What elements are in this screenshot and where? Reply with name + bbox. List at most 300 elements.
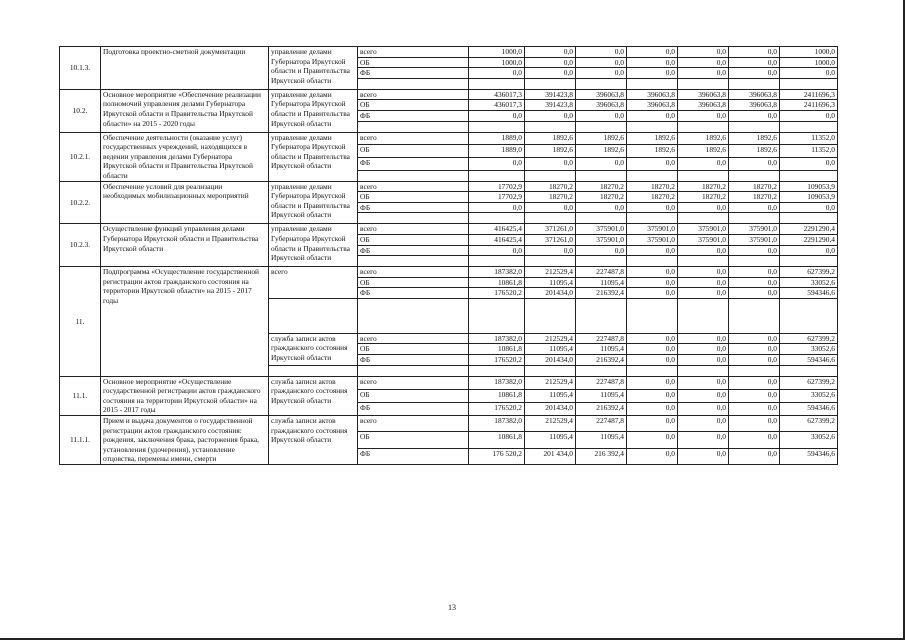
amount-cell: 187382,0 bbox=[469, 416, 525, 432]
amount-cell: 375901,0 bbox=[729, 234, 780, 245]
amount-cell: 0,0 bbox=[627, 333, 678, 344]
empty-cell bbox=[729, 298, 780, 333]
amount-cell: 11095,4 bbox=[525, 432, 576, 448]
amount-cell: 0,0 bbox=[729, 389, 780, 402]
funding-source: ОБ bbox=[358, 145, 469, 158]
amount-cell: 212529,4 bbox=[525, 267, 576, 278]
amount-cell: 17702,9 bbox=[469, 192, 525, 203]
amount-cell: 227487,8 bbox=[576, 376, 627, 389]
amount-cell: 18270,2 bbox=[525, 181, 576, 192]
funding-source: ФБ bbox=[358, 68, 469, 79]
amount-cell: 0,0 bbox=[678, 267, 729, 278]
amount-cell: 18270,2 bbox=[525, 192, 576, 203]
amount-cell: 391423,8 bbox=[525, 89, 576, 100]
amount-cell: 0,0 bbox=[678, 333, 729, 344]
amount-cell: 396063,8 bbox=[627, 100, 678, 111]
amount-cell: 0,0 bbox=[729, 344, 780, 355]
funding-source: ОБ bbox=[358, 57, 469, 68]
amount-cell: 0,0 bbox=[469, 202, 525, 213]
empty-cell bbox=[358, 365, 469, 376]
empty-cell bbox=[729, 256, 780, 267]
empty-cell bbox=[627, 298, 678, 333]
amount-cell: 0,0 bbox=[627, 344, 678, 355]
amount-cell: 0,0 bbox=[678, 376, 729, 389]
empty-cell bbox=[525, 256, 576, 267]
amount-cell: 375901,0 bbox=[627, 224, 678, 235]
amount-cell: 2291290,4 bbox=[780, 234, 838, 245]
amount-cell: 0,0 bbox=[627, 376, 678, 389]
amount-cell: 11095,4 bbox=[576, 277, 627, 288]
empty-cell bbox=[576, 213, 627, 224]
funding-source: ФБ bbox=[358, 402, 469, 415]
table-row bbox=[60, 416, 838, 432]
amount-cell: 0,0 bbox=[627, 448, 678, 464]
amount-cell: 187382,0 bbox=[469, 376, 525, 389]
funding-source: ОБ bbox=[358, 277, 469, 288]
item-code: 10.2. bbox=[60, 89, 101, 132]
amount-cell: 416425,4 bbox=[469, 234, 525, 245]
amount-cell: 187382,0 bbox=[469, 333, 525, 344]
amount-cell: 1892,6 bbox=[729, 145, 780, 158]
empty-cell bbox=[729, 78, 780, 89]
funding-source: всего bbox=[358, 416, 469, 432]
amount-cell: 212529,4 bbox=[525, 416, 576, 432]
table-row bbox=[60, 47, 838, 58]
executor: служба записи актов гражданского состояния Иркутской области bbox=[269, 333, 358, 365]
amount-cell: 396063,8 bbox=[576, 100, 627, 111]
amount-cell: 0,0 bbox=[729, 277, 780, 288]
item-name: Подпрограмма «Осуществление государственной регистрации актов гражданского состояния на территории Иркутской области» на 2015 - 2017 годы bbox=[101, 267, 269, 377]
amount-cell: 594346,6 bbox=[780, 355, 838, 366]
executor: управление делами Губернатора Иркутской области и Правительства Иркутской области bbox=[269, 89, 358, 132]
funding-source: всего bbox=[358, 224, 469, 235]
empty-cell bbox=[469, 121, 525, 132]
empty-cell bbox=[780, 170, 838, 181]
item-code: 10.2.3. bbox=[60, 224, 101, 267]
empty-cell bbox=[525, 298, 576, 333]
amount-cell: 0,0 bbox=[678, 277, 729, 288]
amount-cell: 594346,6 bbox=[780, 288, 838, 299]
amount-cell: 627399,2 bbox=[780, 333, 838, 344]
item-code: 10.2.2. bbox=[60, 181, 101, 224]
empty-cell bbox=[358, 256, 469, 267]
amount-cell: 18270,2 bbox=[678, 181, 729, 192]
amount-cell: 0,0 bbox=[729, 157, 780, 170]
amount-cell: 396063,8 bbox=[576, 89, 627, 100]
executor: управление делами Губернатора Иркутской области и Правительства Иркутской области bbox=[269, 47, 358, 90]
empty-cell bbox=[729, 365, 780, 376]
amount-cell: 627399,2 bbox=[780, 376, 838, 389]
funding-source: всего bbox=[358, 89, 469, 100]
amount-cell: 1000,0 bbox=[780, 47, 838, 58]
amount-cell: 33052,6 bbox=[780, 344, 838, 355]
amount-cell: 436017,3 bbox=[469, 100, 525, 111]
funding-source: ОБ bbox=[358, 432, 469, 448]
amount-cell: 0,0 bbox=[678, 57, 729, 68]
empty-cell bbox=[780, 213, 838, 224]
amount-cell: 0,0 bbox=[678, 416, 729, 432]
empty-cell bbox=[469, 298, 525, 333]
amount-cell: 0,0 bbox=[469, 68, 525, 79]
amount-cell: 0,0 bbox=[627, 202, 678, 213]
amount-cell: 0,0 bbox=[627, 57, 678, 68]
amount-cell: 436017,3 bbox=[469, 89, 525, 100]
amount-cell: 0,0 bbox=[627, 432, 678, 448]
amount-cell: 216392,4 bbox=[576, 288, 627, 299]
funding-source: ОБ bbox=[358, 100, 469, 111]
amount-cell: 0,0 bbox=[525, 68, 576, 79]
amount-cell: 216392,4 bbox=[576, 355, 627, 366]
table-row bbox=[60, 224, 838, 235]
item-name: Прием и выдача документов о государственной регистрации актов гражданского состояния: рождения, заключения брака, расторжения брака, установления (удочерения), установление отцовства, перемены имени, смерти bbox=[101, 416, 269, 465]
amount-cell: 11095,4 bbox=[525, 277, 576, 288]
amount-cell: 1892,6 bbox=[678, 145, 729, 158]
amount-cell: 11095,4 bbox=[525, 389, 576, 402]
amount-cell: 0,0 bbox=[627, 389, 678, 402]
item-code: 10.1.3. bbox=[60, 47, 101, 90]
amount-cell: 109053,9 bbox=[780, 181, 838, 192]
amount-cell: 0,0 bbox=[576, 202, 627, 213]
executor: всего bbox=[269, 267, 358, 299]
amount-cell: 2411696,3 bbox=[780, 100, 838, 111]
funding-source: всего bbox=[358, 47, 469, 58]
amount-cell: 176520,2 bbox=[469, 402, 525, 415]
empty-cell bbox=[627, 365, 678, 376]
empty-cell bbox=[469, 170, 525, 181]
empty-cell bbox=[627, 78, 678, 89]
amount-cell: 18270,2 bbox=[729, 192, 780, 203]
empty-cell bbox=[269, 298, 358, 333]
amount-cell: 0,0 bbox=[576, 57, 627, 68]
page-number: 13 bbox=[448, 603, 456, 612]
amount-cell: 0,0 bbox=[729, 68, 780, 79]
amount-cell: 594346,6 bbox=[780, 448, 838, 464]
amount-cell: 0,0 bbox=[729, 202, 780, 213]
amount-cell: 1892,6 bbox=[525, 145, 576, 158]
empty-cell bbox=[576, 256, 627, 267]
amount-cell: 0,0 bbox=[729, 57, 780, 68]
empty-cell bbox=[469, 78, 525, 89]
amount-cell: 0,0 bbox=[627, 47, 678, 58]
amount-cell: 216 392,4 bbox=[576, 448, 627, 464]
empty-cell bbox=[358, 213, 469, 224]
amount-cell: 0,0 bbox=[576, 245, 627, 256]
amount-cell: 1892,6 bbox=[576, 145, 627, 158]
amount-cell: 0,0 bbox=[627, 68, 678, 79]
empty-cell bbox=[525, 365, 576, 376]
amount-cell: 396063,8 bbox=[678, 89, 729, 100]
executor: служба записи актов гражданского состояния Иркутской области bbox=[269, 416, 358, 465]
amount-cell: 375901,0 bbox=[678, 234, 729, 245]
empty-cell bbox=[576, 170, 627, 181]
amount-cell: 375901,0 bbox=[576, 224, 627, 235]
item-code: 11. bbox=[60, 267, 101, 377]
funding-source: ФБ bbox=[358, 110, 469, 121]
amount-cell: 375901,0 bbox=[729, 224, 780, 235]
amount-cell: 375901,0 bbox=[576, 234, 627, 245]
amount-cell: 201434,0 bbox=[525, 402, 576, 415]
empty-cell bbox=[729, 170, 780, 181]
amount-cell: 0,0 bbox=[729, 355, 780, 366]
amount-cell: 1000,0 bbox=[469, 57, 525, 68]
amount-cell: 18270,2 bbox=[576, 192, 627, 203]
amount-cell: 10861,8 bbox=[469, 277, 525, 288]
amount-cell: 0,0 bbox=[729, 267, 780, 278]
amount-cell: 0,0 bbox=[678, 245, 729, 256]
table-row bbox=[60, 132, 838, 145]
amount-cell: 33052,6 bbox=[780, 432, 838, 448]
empty-cell bbox=[269, 365, 358, 376]
empty-cell bbox=[576, 121, 627, 132]
amount-cell: 0,0 bbox=[525, 202, 576, 213]
amount-cell: 18270,2 bbox=[729, 181, 780, 192]
funding-source: ФБ bbox=[358, 448, 469, 464]
funding-source: ФБ bbox=[358, 202, 469, 213]
empty-cell bbox=[576, 365, 627, 376]
executor: управление делами Губернатора Иркутской области и Правительства Иркутской области bbox=[269, 224, 358, 267]
amount-cell: 18270,2 bbox=[678, 192, 729, 203]
funding-source: ОБ bbox=[358, 192, 469, 203]
amount-cell: 0,0 bbox=[678, 157, 729, 170]
amount-cell: 0,0 bbox=[729, 245, 780, 256]
item-name: Обеспечение условий для реализации необходимых мобилизационных мероприятий bbox=[101, 181, 269, 224]
empty-cell bbox=[729, 213, 780, 224]
amount-cell: 0,0 bbox=[627, 288, 678, 299]
table-row bbox=[60, 376, 838, 389]
amount-cell: 0,0 bbox=[469, 245, 525, 256]
amount-cell: 0,0 bbox=[678, 448, 729, 464]
amount-cell: 371261,0 bbox=[525, 224, 576, 235]
amount-cell: 0,0 bbox=[678, 288, 729, 299]
amount-cell: 1892,6 bbox=[627, 132, 678, 145]
amount-cell: 1892,6 bbox=[627, 145, 678, 158]
amount-cell: 0,0 bbox=[729, 47, 780, 58]
amount-cell: 0,0 bbox=[678, 110, 729, 121]
item-name: Осуществление функций управления делами Губернатора Иркутской области и Правительства Иркутской области bbox=[101, 224, 269, 267]
amount-cell: 0,0 bbox=[678, 389, 729, 402]
funding-source: всего bbox=[358, 132, 469, 145]
funding-source: ОБ bbox=[358, 389, 469, 402]
amount-cell: 375901,0 bbox=[627, 234, 678, 245]
amount-cell: 11095,4 bbox=[525, 344, 576, 355]
funding-source: ФБ bbox=[358, 355, 469, 366]
empty-cell bbox=[780, 78, 838, 89]
amount-cell: 396063,8 bbox=[729, 89, 780, 100]
amount-cell: 1000,0 bbox=[469, 47, 525, 58]
amount-cell: 109053,9 bbox=[780, 192, 838, 203]
amount-cell: 0,0 bbox=[729, 110, 780, 121]
amount-cell: 1892,6 bbox=[525, 132, 576, 145]
amount-cell: 33052,6 bbox=[780, 277, 838, 288]
item-name: Основное мероприятие «Обеспечение реализации полномочий управления делами Губернатора Иркутской области и Правительства Иркутской области» на 2015 - 2020 годы bbox=[101, 89, 269, 132]
amount-cell: 396063,8 bbox=[729, 100, 780, 111]
amount-cell: 0,0 bbox=[729, 376, 780, 389]
funding-source: ОБ bbox=[358, 344, 469, 355]
funding-source: ФБ bbox=[358, 157, 469, 170]
amount-cell: 0,0 bbox=[525, 47, 576, 58]
amount-cell: 627399,2 bbox=[780, 416, 838, 432]
amount-cell: 0,0 bbox=[627, 277, 678, 288]
amount-cell: 1892,6 bbox=[729, 132, 780, 145]
amount-cell: 212529,4 bbox=[525, 333, 576, 344]
amount-cell: 0,0 bbox=[576, 47, 627, 58]
amount-cell: 11095,4 bbox=[576, 344, 627, 355]
funding-source: ОБ bbox=[358, 234, 469, 245]
amount-cell: 18270,2 bbox=[627, 181, 678, 192]
amount-cell: 0,0 bbox=[525, 110, 576, 121]
amount-cell: 0,0 bbox=[627, 402, 678, 415]
empty-cell bbox=[358, 170, 469, 181]
amount-cell: 0,0 bbox=[780, 245, 838, 256]
empty-cell bbox=[525, 78, 576, 89]
empty-cell bbox=[780, 298, 838, 333]
amount-cell: 0,0 bbox=[678, 68, 729, 79]
item-code: 11.1.1. bbox=[60, 416, 101, 465]
amount-cell: 0,0 bbox=[678, 355, 729, 366]
amount-cell: 0,0 bbox=[576, 68, 627, 79]
table-row bbox=[60, 267, 838, 278]
empty-cell bbox=[525, 170, 576, 181]
empty-cell bbox=[627, 170, 678, 181]
empty-cell bbox=[678, 170, 729, 181]
executor: управление делами Губернатора Иркутской области и Правительства Иркутской области bbox=[269, 181, 358, 224]
amount-cell: 227487,8 bbox=[576, 333, 627, 344]
funding-source: ФБ bbox=[358, 245, 469, 256]
amount-cell: 0,0 bbox=[780, 157, 838, 170]
amount-cell: 33052,6 bbox=[780, 389, 838, 402]
amount-cell: 0,0 bbox=[729, 432, 780, 448]
amount-cell: 0,0 bbox=[678, 432, 729, 448]
amount-cell: 17702,9 bbox=[469, 181, 525, 192]
amount-cell: 0,0 bbox=[729, 416, 780, 432]
amount-cell: 0,0 bbox=[627, 416, 678, 432]
amount-cell: 0,0 bbox=[729, 402, 780, 415]
amount-cell: 0,0 bbox=[678, 344, 729, 355]
amount-cell: 0,0 bbox=[780, 110, 838, 121]
amount-cell: 10861,8 bbox=[469, 389, 525, 402]
amount-cell: 18270,2 bbox=[627, 192, 678, 203]
amount-cell: 375901,0 bbox=[678, 224, 729, 235]
empty-cell bbox=[576, 78, 627, 89]
item-code: 10.2.1. bbox=[60, 132, 101, 181]
amount-cell: 0,0 bbox=[525, 157, 576, 170]
amount-cell: 1889,0 bbox=[469, 132, 525, 145]
amount-cell: 1000,0 bbox=[780, 57, 838, 68]
amount-cell: 176 520,2 bbox=[469, 448, 525, 464]
amount-cell: 11095,4 bbox=[576, 432, 627, 448]
item-name: Подготовка проектно-сметной документации bbox=[101, 47, 269, 90]
executor: служба записи актов гражданского состояния Иркутской области bbox=[269, 376, 358, 415]
amount-cell: 0,0 bbox=[627, 245, 678, 256]
empty-cell bbox=[358, 121, 469, 132]
empty-cell bbox=[576, 298, 627, 333]
amount-cell: 0,0 bbox=[729, 333, 780, 344]
amount-cell: 201434,0 bbox=[525, 355, 576, 366]
amount-cell: 176520,2 bbox=[469, 355, 525, 366]
amount-cell: 0,0 bbox=[678, 402, 729, 415]
funding-source: всего bbox=[358, 376, 469, 389]
item-code: 11.1. bbox=[60, 376, 101, 415]
table-row bbox=[60, 89, 838, 100]
empty-cell bbox=[678, 121, 729, 132]
funding-source: всего bbox=[358, 333, 469, 344]
amount-cell: 18270,2 bbox=[576, 181, 627, 192]
amount-cell: 594346,6 bbox=[780, 402, 838, 415]
amount-cell: 227487,8 bbox=[576, 416, 627, 432]
empty-cell bbox=[678, 365, 729, 376]
amount-cell: 0,0 bbox=[627, 355, 678, 366]
amount-cell: 0,0 bbox=[729, 448, 780, 464]
empty-cell bbox=[678, 298, 729, 333]
amount-cell: 201 434,0 bbox=[525, 448, 576, 464]
amount-cell: 391423,8 bbox=[525, 100, 576, 111]
empty-cell bbox=[627, 213, 678, 224]
amount-cell: 1889,0 bbox=[469, 145, 525, 158]
empty-cell bbox=[525, 121, 576, 132]
amount-cell: 10861,8 bbox=[469, 432, 525, 448]
amount-cell: 212529,4 bbox=[525, 376, 576, 389]
empty-cell bbox=[780, 365, 838, 376]
empty-cell bbox=[627, 121, 678, 132]
amount-cell: 0,0 bbox=[576, 110, 627, 121]
amount-cell: 2291290,4 bbox=[780, 224, 838, 235]
amount-cell: 11352,0 bbox=[780, 132, 838, 145]
amount-cell: 0,0 bbox=[525, 57, 576, 68]
amount-cell: 187382,0 bbox=[469, 267, 525, 278]
item-name: Обеспечение деятельности (оказание услуг) государственных учреждений, находящихся в ведении управления делами Губернатора Иркутской области и Правительства Иркутской области bbox=[101, 132, 269, 181]
amount-cell: 416425,4 bbox=[469, 224, 525, 235]
table-row bbox=[60, 181, 838, 192]
empty-cell bbox=[678, 78, 729, 89]
funding-source: всего bbox=[358, 181, 469, 192]
budget-table bbox=[59, 46, 838, 465]
amount-cell: 0,0 bbox=[469, 110, 525, 121]
amount-cell: 1892,6 bbox=[678, 132, 729, 145]
item-name: Основное мероприятие «Осуществление государственной регистрации актов гражданского состояния на территории Иркутской области» на 2015 - 2017 годы bbox=[101, 376, 269, 415]
empty-cell bbox=[469, 365, 525, 376]
amount-cell: 0,0 bbox=[780, 202, 838, 213]
amount-cell: 227487,8 bbox=[576, 267, 627, 278]
amount-cell: 0,0 bbox=[627, 267, 678, 278]
amount-cell: 0,0 bbox=[469, 157, 525, 170]
amount-cell: 0,0 bbox=[627, 157, 678, 170]
amount-cell: 627399,2 bbox=[780, 267, 838, 278]
empty-cell bbox=[469, 256, 525, 267]
empty-cell bbox=[729, 121, 780, 132]
amount-cell: 396063,8 bbox=[678, 100, 729, 111]
amount-cell: 0,0 bbox=[525, 245, 576, 256]
empty-cell bbox=[469, 213, 525, 224]
amount-cell: 0,0 bbox=[780, 68, 838, 79]
amount-cell: 10861,8 bbox=[469, 344, 525, 355]
amount-cell: 2411696,3 bbox=[780, 89, 838, 100]
empty-cell bbox=[525, 213, 576, 224]
amount-cell: 0,0 bbox=[678, 202, 729, 213]
funding-source: всего bbox=[358, 267, 469, 278]
amount-cell: 0,0 bbox=[576, 157, 627, 170]
amount-cell: 11352,0 bbox=[780, 145, 838, 158]
empty-cell bbox=[780, 256, 838, 267]
amount-cell: 0,0 bbox=[729, 288, 780, 299]
empty-cell bbox=[358, 298, 469, 333]
empty-cell bbox=[780, 121, 838, 132]
amount-cell: 1892,6 bbox=[576, 132, 627, 145]
executor: управление делами Губернатора Иркутской области и Правительства Иркутской области bbox=[269, 132, 358, 181]
empty-cell bbox=[678, 213, 729, 224]
amount-cell: 0,0 bbox=[627, 110, 678, 121]
funding-source: ФБ bbox=[358, 288, 469, 299]
amount-cell: 11095,4 bbox=[576, 389, 627, 402]
